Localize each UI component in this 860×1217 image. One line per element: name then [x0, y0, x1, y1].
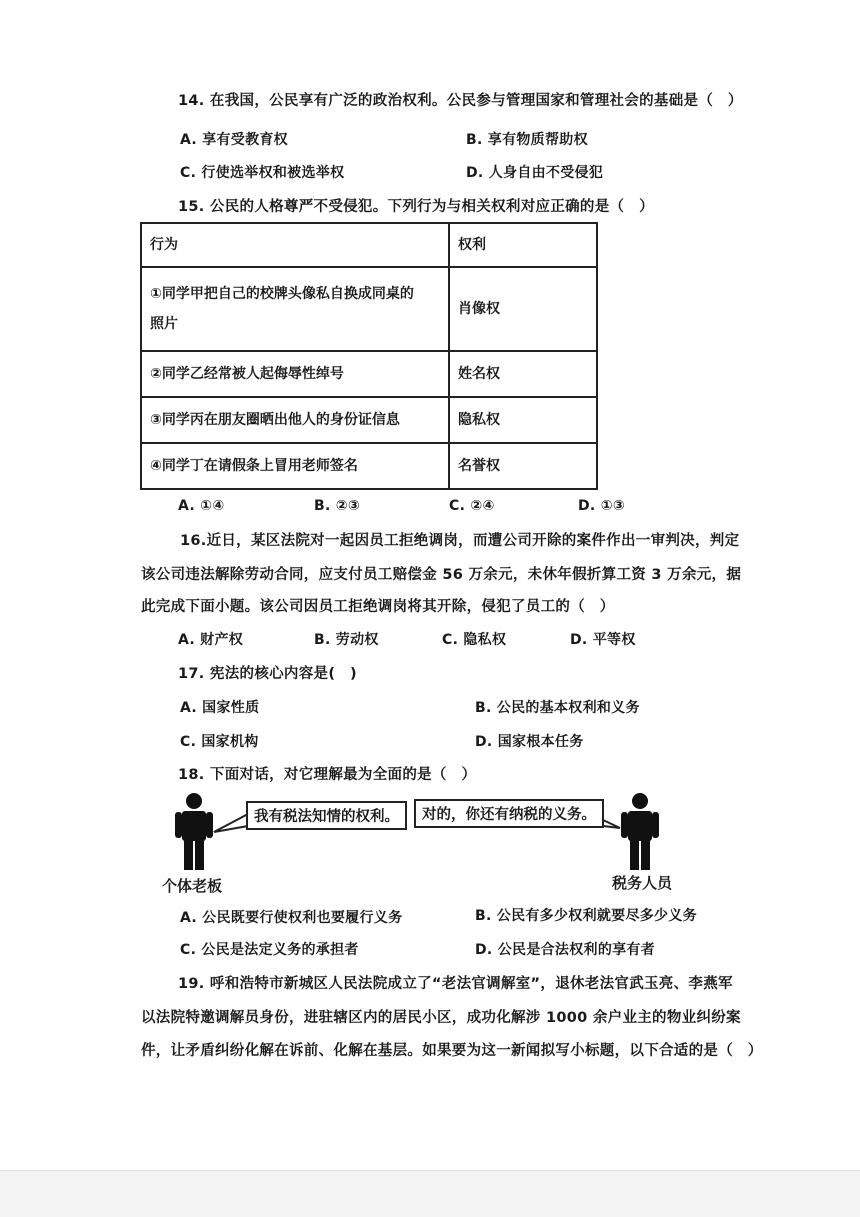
q18-option-d: D. 公民是合法权利的享有者 [475, 942, 656, 958]
q17-option-b: B. 公民的基本权利和义务 [475, 700, 640, 716]
q19-line-1: 19. 呼和浩特市新城区人民法院成立了“老法官调解室”，退休老法官武玉亮、李燕军 [178, 976, 733, 992]
q14-option-a: A. 享有受教育权 [180, 132, 288, 148]
person-figure-icon [618, 790, 662, 872]
q15-option-c: C. ②④ [449, 498, 495, 514]
table-cell-behavior: ④同学丁在请假条上冒用老师签名 [141, 443, 449, 489]
q17-option-a: A. 国家性质 [180, 700, 260, 716]
q15-option-b: B. ②③ [314, 498, 361, 514]
table-cell-behavior: ③同学丙在朋友圈晒出他人的身份证信息 [141, 397, 449, 443]
table-header-right: 权利 [449, 223, 597, 267]
q17-stem: 17. 宪法的核心内容是( ) [178, 666, 357, 682]
behavior-line: ①同学甲把自己的校牌头像私自换成同桌的 [150, 286, 414, 302]
speech-bubble-left: 我有税法知情的权利。 [246, 801, 407, 830]
q15-option-a: A. ①④ [178, 498, 225, 514]
table-cell-right: 肖像权 [449, 267, 597, 351]
q18-option-a: A. 公民既要行使权利也要履行义务 [180, 910, 403, 926]
q18-stem: 18. 下面对话，对它理解最为全面的是（ ） [178, 767, 477, 783]
q15-stem: 15. 公民的人格尊严不受侵犯。下列行为与相关权利对应正确的是（ ） [178, 199, 654, 215]
q16-option-c: C. 隐私权 [442, 632, 507, 648]
table-header-behavior: 行为 [141, 223, 449, 267]
speech-pointer-left-icon [210, 810, 250, 840]
table-cell-behavior: ②同学乙经常被人起侮辱性绰号 [141, 351, 449, 397]
q14-stem: 14. 在我国，公民享有广泛的政治权利。公民参与管理国家和管理社会的基础是（ ） [178, 93, 743, 109]
table-cell-right: 姓名权 [449, 351, 597, 397]
speech-bubble-right: 对的，你还有纳税的义务。 [414, 799, 604, 828]
q17-option-d: D. 国家根本任务 [475, 734, 584, 750]
q16-option-b: B. 劳动权 [314, 632, 379, 648]
table-cell-behavior [141, 267, 449, 351]
q18-option-c: C. 公民是法定义务的承担者 [180, 942, 359, 958]
q14-option-b: B. 享有物质帮助权 [466, 132, 588, 148]
q17-option-c: C. 国家机构 [180, 734, 259, 750]
table-row [141, 267, 597, 351]
q16-line-1: 16.近日，某区法院对一起因员工拒绝调岗，而遭公司开除的案件作出一审判决，判定 [180, 533, 740, 549]
table-row [141, 351, 597, 397]
q19-line-3: 件，让矛盾纠纷化解在诉前、化解在基层。如果要为这一新闻拟写小标题，以下合适的是（ ） [141, 1043, 763, 1059]
viewer-bottom-margin [0, 1170, 860, 1217]
rights-table [140, 222, 598, 490]
q16-line-2: 该公司违法解除劳动合同，应支付员工赔偿金 56 万余元，未休年假折算工资 3 万余元，据 [141, 567, 742, 583]
q18-option-b: B. 公民有多少权利就要尽多少义务 [475, 908, 697, 924]
q16-line-3: 此完成下面小题。该公司因员工拒绝调岗将其开除，侵犯了员工的（ ） [141, 599, 615, 615]
q14-option-c: C. 行使选举权和被选举权 [180, 165, 345, 181]
person-label-right: 税务人员 [612, 874, 673, 892]
table-row [141, 397, 597, 443]
q15-option-d: D. ①③ [578, 498, 626, 514]
q16-option-a: A. 财产权 [178, 632, 244, 648]
q19-line-2: 以法院特邀调解员身份，进驻辖区内的居民小区，成功化解涉 1000 余户业主的物业纠纷案 [141, 1010, 741, 1026]
table-cell-right: 名誉权 [449, 443, 597, 489]
table-header-row [141, 223, 597, 267]
q14-option-d: D. 人身自由不受侵犯 [466, 165, 604, 181]
behavior-line: 照片 [150, 316, 178, 332]
person-label-left: 个体老板 [162, 877, 223, 895]
q16-option-d: D. 平等权 [570, 632, 636, 648]
table-row [141, 443, 597, 489]
table-cell-right: 隐私权 [449, 397, 597, 443]
